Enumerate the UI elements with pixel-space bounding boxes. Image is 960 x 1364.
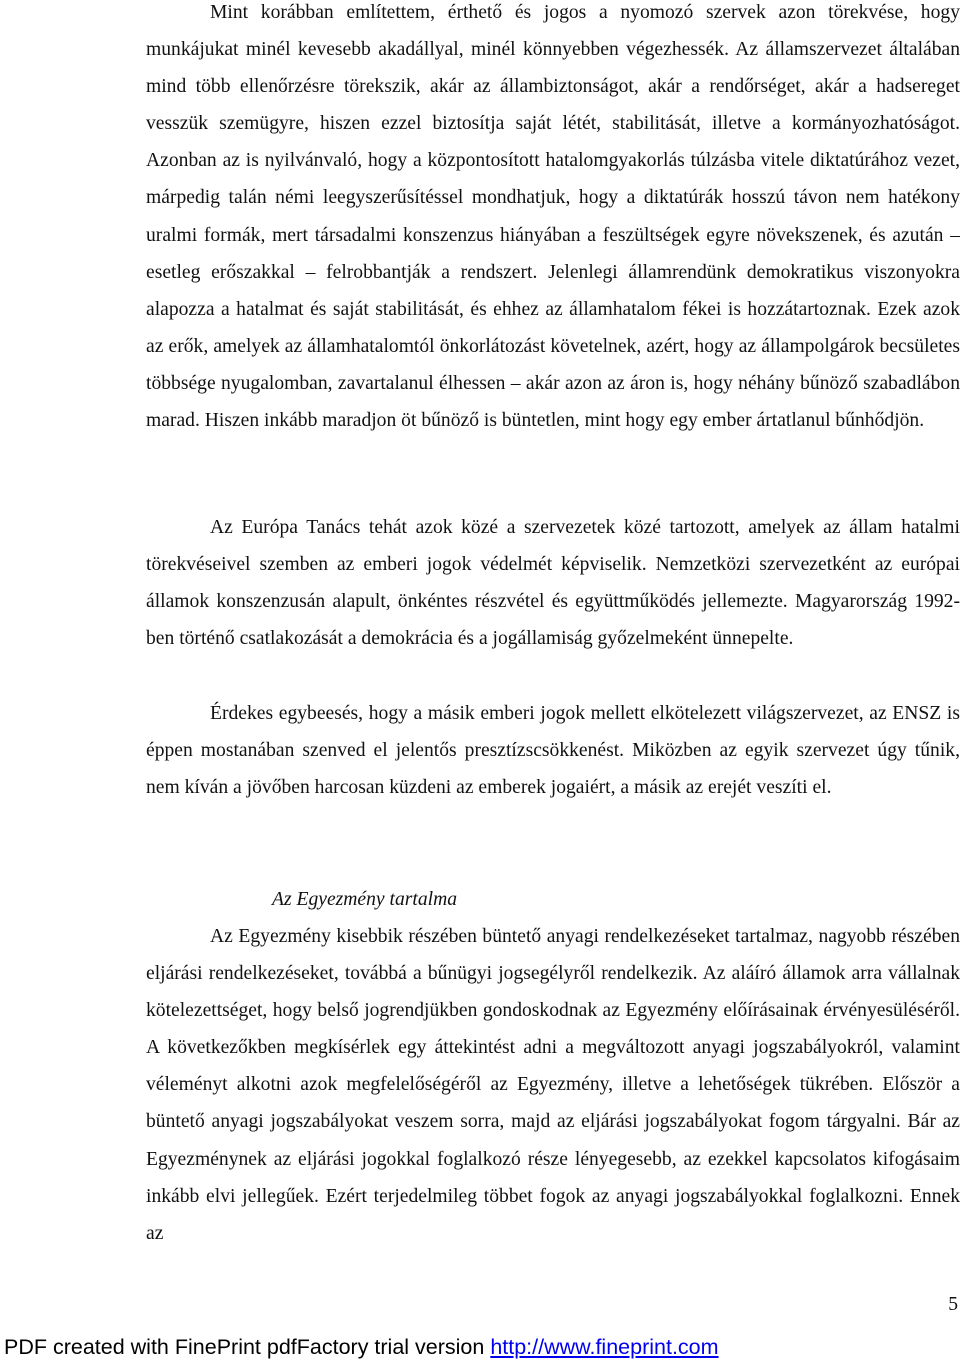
section-title: Az Egyezmény tartalma bbox=[272, 889, 458, 910]
footer-link[interactable]: http://www.fineprint.com bbox=[490, 1335, 719, 1359]
paragraph-1: Mint korábban említettem, érthető és jogos a nyomozó szervek azon törekvése, hogy munkájukat minél kevesebb akadállyal, minél könnyebben végezhessék. Az államszervezet általában mind több ellenőrzésre törekszik, akár az állambiztonságot, akár a rendőrséget, akár a hadsereget vesszük szemügyre, hiszen ezzel biztosítja saját létét, stabilitását, illetve a kormányozhatóságot. Azonban az is nyilvánvaló, hogy a központosított hatalomgyakorlás túlzásba vitele diktatúrához vezet, márpedig talán némi leegyszerűsítéssel mondhatjuk, hogy a diktatúrák hosszú távon nem hatékony uralmi formák, mert társadalmi konszenzus hiányában a feszültségek egyre növekszenek, és azután – esetleg erőszakkal – felrobbantják a rendszert. Jelenlegi államrendünk demokratikus viszonyokra alapozza a hatalmat és saját stabilitását, és ehhez az államhatalom fékei is hozzátartoznak. Ezek azok az erők, amelyek az államhatalomtól önkorlátozást követelnek, azért, hogy az állampolgárok becsületes többsége nyugalomban, zavartalanul élhessen – akár azon az áron is, hogy néhány bűnöző szabadlábon marad. Hiszen inkább maradjon öt bűnöző is büntetlen, mint hogy egy ember ártatlanul bűnhődjön. bbox=[146, 2, 960, 432]
pdf-footer bbox=[4, 1332, 719, 1362]
text-block-europa-tanacs bbox=[146, 509, 960, 657]
footer-text: PDF created with FinePrint pdfFactory trial version bbox=[4, 1335, 491, 1359]
text-block-ensz bbox=[146, 695, 960, 806]
paragraph-2: Az Európa Tanács tehát azok közé a szervezetek közé tartozott, amelyek az állam hatalmi törekvéseivel szemben az emberi jogok védelmét képviselik. Nemzetközi szervezetként az európai államok konszenzusán alapult, önkéntes részvétel és együttműködés jellemezte. Magyarország 1992-ben történő csatlakozását a demokrácia és a jogállamiság győzelmeként ünnepelte. bbox=[146, 517, 960, 650]
paragraph-4: Az Egyezmény kisebbik részében büntető anyagi rendelkezéseket tartalmaz, nagyobb részében eljárási rendelkezéseket, továbbá a bűnügyi jogsegélyről rendelkezik. Az aláíró államok arra vállalnak kötelezettséget, hogy belső jogrendjükben gondoskodnak az Egyezmény előírásainak érvényesüléséről. A következőkben megkísérlek egy áttekintést adni a megváltozott anyagi jogszabályokról, valamint véleményt alkotni azok megfelelőségéről az Egyezmény, illetve a lehetőségek tükrében. Először a büntető anyagi jogszabályokat veszem sorra, majd az eljárási jogszabályokat fogom tárgyalni. Bár az Egyezménynek az eljárási jogokkal foglalkozó része lényegesebb, az ezekkel kapcsolatos kifogásaim inkább elvi jellegűek. Ezért terjedelmileg többet fogok az anyagi jogszabályokkal foglalkozni. Ennek az bbox=[146, 926, 960, 1244]
paragraph-3: Érdekes egybeesés, hogy a másik emberi jogok mellett elkötelezett világszervezet, az ENSZ is éppen mostanában szenved el jelentős presztízscsökkenést. Miközben az egyik szervezet úgy tűnik, nem kíván a jövőben harcosan küzdeni az emberek jogaiért, a másik az erejét veszíti el. bbox=[146, 703, 960, 799]
text-block-egyezmeny bbox=[146, 918, 960, 1252]
page-number: 5 bbox=[948, 1294, 958, 1315]
text-block-intro bbox=[146, 0, 960, 439]
